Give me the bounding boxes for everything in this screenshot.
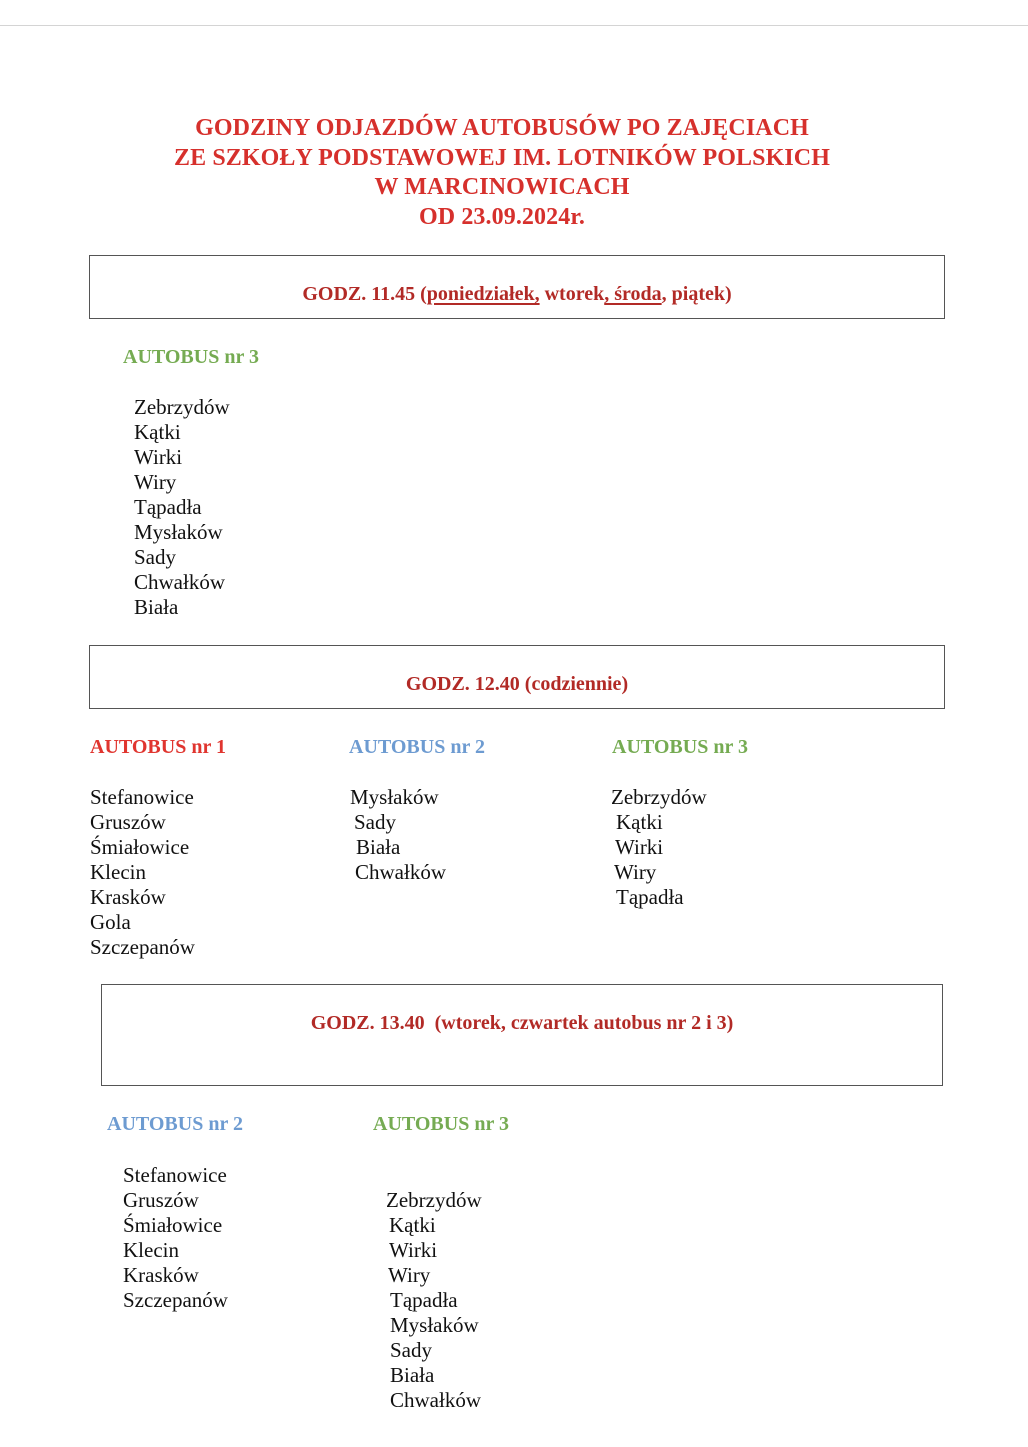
stop: Szczepanów <box>90 935 195 959</box>
stop: Zebrzydów <box>611 785 707 809</box>
title-line: ZE SZKOŁY PODSTAWOWEJ IM. LOTNIKÓW POLSKICH <box>174 144 830 171</box>
stop: Kątki <box>134 420 181 444</box>
stop: Zebrzydów <box>386 1188 482 1212</box>
stop: Gruszów <box>123 1188 199 1212</box>
stop: Chwałków <box>355 860 446 884</box>
stop: Gruszów <box>90 810 166 834</box>
stop: Tąpadła <box>390 1288 458 1312</box>
stop: Sady <box>390 1338 432 1362</box>
stop: Krasków <box>123 1263 199 1287</box>
stop: Tąpadła <box>616 885 684 909</box>
section-1240-title: GODZ. 12.40 (codziennie) <box>405 673 629 695</box>
bus-label: AUTOBUS nr 3 <box>612 736 748 758</box>
stop: Wirki <box>134 445 183 469</box>
stop: Kątki <box>389 1213 436 1237</box>
stop: Stefanowice <box>90 785 194 809</box>
stop: Sady <box>134 545 176 569</box>
stop-list <box>90 785 195 960</box>
stop: Wiry <box>614 860 657 884</box>
stop: Wiry <box>134 470 177 494</box>
stop: Chwałków <box>134 570 225 594</box>
section-1145-title: GODZ. 11.45 (poniedziałek, wtorek, środa, piątek) <box>302 283 732 305</box>
stop-list <box>611 785 707 910</box>
stop: Mysłaków <box>134 520 223 544</box>
stop: Tąpadła <box>134 495 202 519</box>
stop: Kątki <box>616 810 663 834</box>
stop: Szczepanów <box>123 1288 228 1312</box>
title-line: W MARCINOWICACH <box>374 174 630 200</box>
document-title <box>0 114 1004 232</box>
stop: Mysłaków <box>390 1313 479 1337</box>
stop: Wiry <box>388 1263 431 1287</box>
stop-list <box>134 395 230 620</box>
title-line: GODZINY ODJAZDÓW AUTOBUSÓW PO ZAJĘCIACH <box>195 115 809 141</box>
stop: Stefanowice <box>123 1163 227 1187</box>
stop: Klecin <box>90 860 146 884</box>
title-line: OD 23.09.2024r. <box>419 203 585 230</box>
bus-label: AUTOBUS nr 2 <box>107 1113 243 1135</box>
stop-list <box>123 1163 228 1313</box>
stop: Biała <box>390 1363 435 1387</box>
stop: Klecin <box>123 1238 179 1262</box>
section-1145-header-box <box>89 255 945 319</box>
bus-label: AUTOBUS nr 3 <box>123 346 259 368</box>
stop-list <box>350 785 446 885</box>
top-divider <box>0 25 1028 26</box>
section-1340-title: GODZ. 13.40 (wtorek, czwartek autobus nr 2 i 3) <box>310 1012 734 1034</box>
stop: Zebrzydów <box>134 395 230 419</box>
stop: Biała <box>356 835 401 859</box>
stop: Sady <box>354 810 396 834</box>
section-1340-header-box <box>101 984 943 1086</box>
bus-label: AUTOBUS nr 1 <box>90 736 226 758</box>
stop: Biała <box>134 595 179 619</box>
bus-label: AUTOBUS nr 3 <box>373 1113 509 1135</box>
stop-list <box>386 1188 482 1413</box>
stop: Wirki <box>615 835 664 859</box>
stop: Krasków <box>90 885 166 909</box>
section-1240-header-box <box>89 645 945 709</box>
stop: Śmiałowice <box>90 835 190 859</box>
stop: Wirki <box>389 1238 438 1262</box>
stop: Mysłaków <box>350 785 439 809</box>
bus-label: AUTOBUS nr 2 <box>349 736 485 758</box>
stop: Śmiałowice <box>123 1213 223 1237</box>
stop: Chwałków <box>390 1388 481 1412</box>
stop: Gola <box>90 910 131 934</box>
